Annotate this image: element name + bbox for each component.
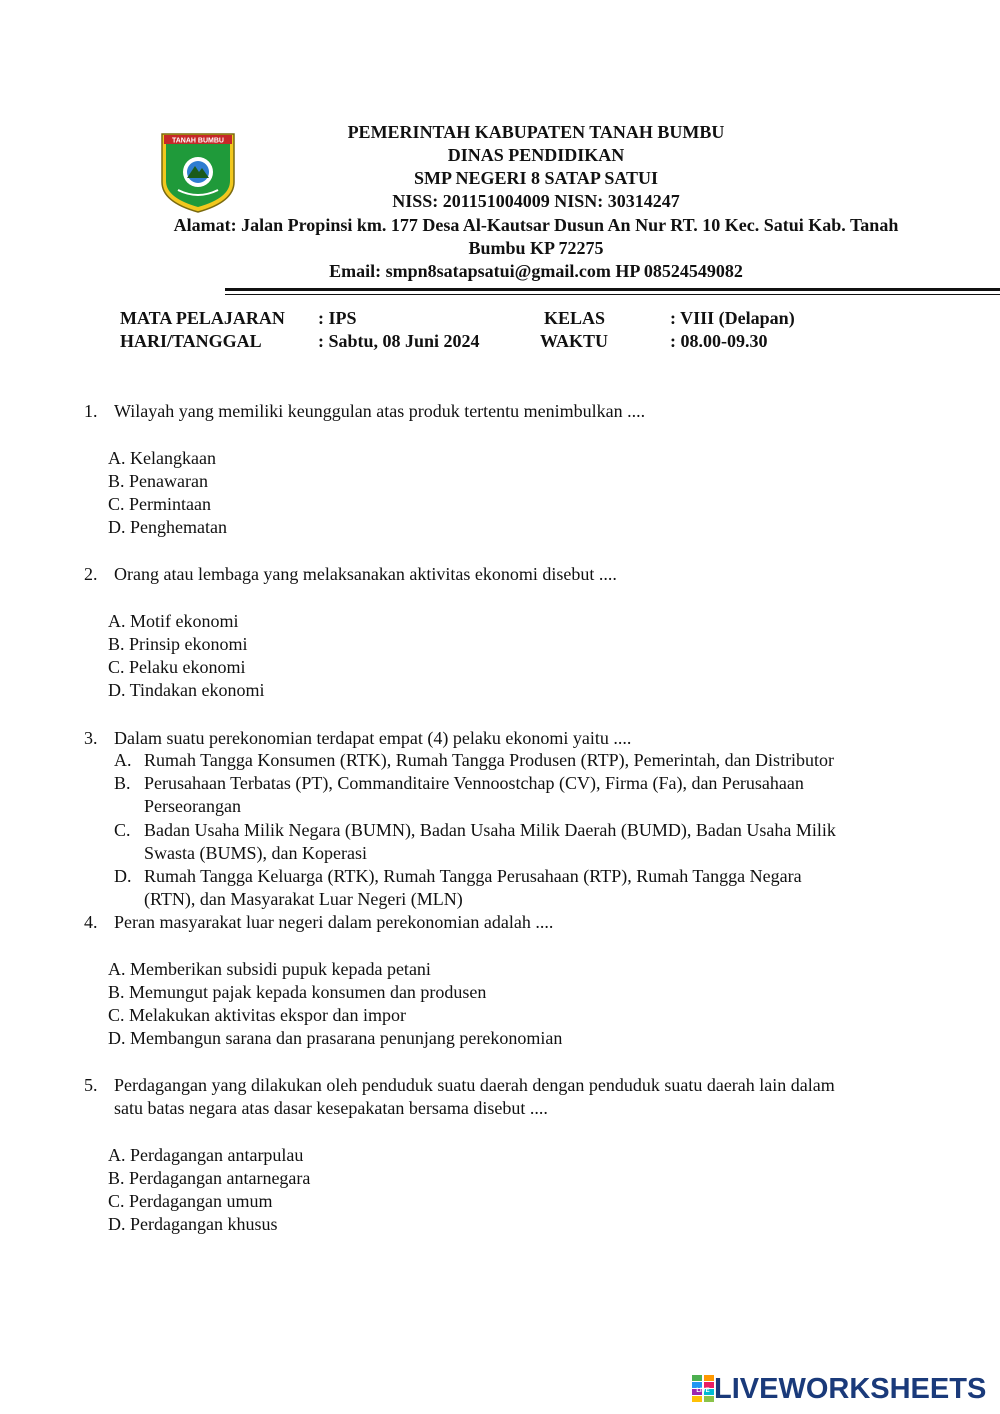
logo-caption: TANAH BUMBU [172, 137, 224, 145]
option-text: Rumah Tangga Konsumen (RTK), Rumah Tangga Produsen (RTP), Pemerintah, dan Distributor [144, 750, 835, 770]
question-text: Wilayah yang memiliki keunggulan atas produk tertentu menimbulkan .... [114, 401, 646, 421]
question-number: 1. [84, 401, 98, 421]
q2-option-b[interactable]: B. Prinsip ekonomi [108, 634, 248, 654]
option-text-cont: Swasta (BUMS), dan Koperasi [144, 843, 367, 863]
q2-option-a[interactable]: A. Motif ekonomi [108, 611, 239, 631]
q5-option-d[interactable]: D. Perdagangan khusus [108, 1214, 278, 1234]
q5-option-c[interactable]: C. Perdagangan umum [108, 1191, 273, 1211]
question-number: 2. [84, 564, 98, 584]
option-text: Rumah Tangga Keluarga (RTK), Rumah Tangga Perusahaan (RTP), Rumah Tangga Negara [144, 866, 802, 886]
option-letter: B. [114, 773, 131, 793]
subject-value: : IPS [318, 308, 357, 328]
header-address: Alamat: Jalan Propinsi km. 177 Desa Al-Kautsar Dusun An Nur RT. 10 Kec. Satui Kab. Tanah [173, 215, 899, 235]
header-rule-thin [225, 294, 1000, 295]
logo-side-text: LIVE [696, 1388, 710, 1394]
header-school-name: SMP NEGERI 8 SATAP SATUI [413, 168, 659, 188]
q4-option-a[interactable]: A. Memberikan subsidi pupuk kepada petani [108, 959, 431, 979]
header-government: PEMERINTAH KABUPATEN TANAH BUMBU [347, 122, 725, 142]
liveworksheets-watermark[interactable] [692, 1374, 986, 1404]
option-letter: D. [114, 866, 132, 886]
time-value: : 08.00-09.30 [670, 331, 768, 351]
question-number: 5. [84, 1075, 98, 1095]
date-label: HARI/TANGGAL [120, 331, 262, 351]
subject-label: MATA PELAJARAN [120, 308, 285, 328]
question-number: 4. [84, 912, 98, 932]
q5-option-b[interactable]: B. Perdagangan antarnegara [108, 1168, 311, 1188]
class-value: : VIII (Delapan) [670, 308, 795, 328]
q4-option-d[interactable]: D. Membangun sarana dan prasarana penunjang perekonomian [108, 1028, 563, 1048]
q1-option-c[interactable]: C. Permintaan [108, 494, 211, 514]
option-text: Badan Usaha Milik Negara (BUMN), Badan Usaha Milik Daerah (BUMD), Badan Usaha Milik [144, 820, 836, 840]
date-value: : Sabtu, 08 Juni 2024 [318, 331, 480, 351]
question-text-cont: satu batas negara atas dasar kesepakatan bersama disebut .... [114, 1098, 548, 1118]
q2-option-d[interactable]: D. Tindakan ekonomi [108, 680, 265, 700]
question-text: Peran masyarakat luar negeri dalam perekonomian adalah .... [114, 912, 554, 932]
q2-option-c[interactable]: C. Pelaku ekonomi [108, 657, 246, 677]
question-text: Dalam suatu perekonomian terdapat empat (4) pelaku ekonomi yaitu .... [114, 728, 632, 748]
option-text: Perusahaan Terbatas (PT), Commanditaire Vennoostchap (CV), Firma (Fa), dan Perusahaan [144, 773, 804, 793]
header-niss-nisn: NISS: 201151004009 NISN: 30314247 [392, 191, 680, 211]
question-number: 3. [84, 728, 98, 748]
option-letter: A. [114, 750, 132, 770]
header-rule-thick [225, 288, 1000, 291]
q1-option-a[interactable]: A. Kelangkaan [108, 448, 216, 468]
q5-option-a[interactable]: A. Perdagangan antarpulau [108, 1145, 304, 1165]
liveworksheets-text: LIVEWORKSHEETS [714, 1372, 987, 1405]
option-text-cont: Perseorangan [144, 796, 241, 816]
option-letter: C. [114, 820, 131, 840]
class-label: KELAS [544, 308, 606, 328]
question-text: Orang atau lembaga yang melaksanakan aktivitas ekonomi disebut .... [114, 564, 617, 584]
q4-option-b[interactable]: B. Memungut pajak kepada konsumen dan produsen [108, 982, 487, 1002]
question-text: Perdagangan yang dilakukan oleh penduduk suatu daerah dengan penduduk suatu daerah lain dalam [114, 1075, 835, 1095]
q4-option-c[interactable]: C. Melakukan aktivitas ekspor dan impor [108, 1005, 406, 1025]
q1-option-d[interactable]: D. Penghematan [108, 517, 227, 537]
header-address-cont: Bumbu KP 72275 [468, 238, 604, 258]
option-text-cont: (RTN), dan Masyarakat Luar Negeri (MLN) [144, 889, 463, 909]
header-department: DINAS PENDIDIKAN [447, 145, 625, 165]
header-contact: Email: smpn8satapsatui@gmail.com HP 08524549082 [329, 261, 743, 281]
liveworksheets-logo-icon [692, 1375, 714, 1403]
q1-option-b[interactable]: B. Penawaran [108, 471, 208, 491]
time-label: WAKTU [540, 331, 609, 351]
